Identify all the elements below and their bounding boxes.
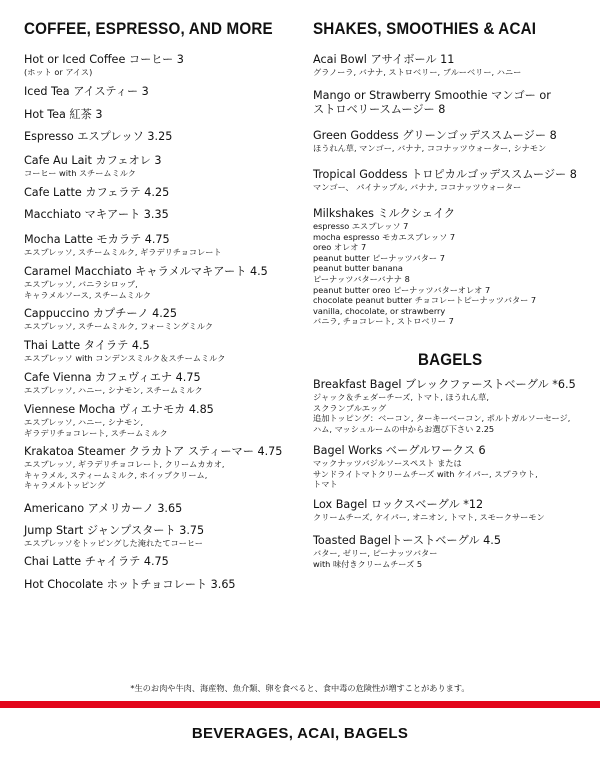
menu-item-description: ほうれん草, マンゴー, バナナ, ココナッツウォーター, シナモン — [313, 143, 547, 153]
menu-item-name: Mango or Strawberry Smoothie マンゴー or ストロベリースムージー 8 — [313, 89, 551, 116]
menu-item-description: エスプレッソ, ハニー, シナモン, ギラデリチョコレート, スチームミルク — [24, 417, 168, 438]
menu-item-name: Chai Latte チャイラテ 4.75 — [24, 555, 169, 568]
menu-item — [313, 129, 583, 154]
menu-item-name: Cappuccino カプチーノ 4.25 — [24, 307, 178, 320]
menu-item-description: マックナッツバジルソースペスト または サンドライトマトクリームチーズ with ケイパー, スプラウト, トマト — [313, 458, 538, 490]
menu-item-name: Cafe Latte カフェラテ 4.25 — [24, 186, 170, 199]
menu-item-name: Krakatoa Steamer クラカトア スティーマー 4.75 — [24, 445, 283, 458]
menu-item-description: ジャック＆チェダーチーズ, トマト, ほうれん草, スクランブルエッグ 追加トッピング：ベーコン, ターキーベーコン, ポルトガルソーセージ, ハム, マッシュルームの中からお選び下さい 2.25 — [313, 392, 571, 434]
section-title-coffee: COFFEE, ESPRESSO, AND MORE — [24, 20, 273, 38]
menu-item — [313, 168, 583, 193]
menu-item — [24, 524, 286, 549]
menu-item — [24, 307, 286, 332]
menu-item — [313, 53, 583, 78]
menu-item-description: エスプレッソ, ハニー, シナモン, スチームミルク — [24, 385, 203, 395]
menu-item — [313, 498, 583, 523]
menu-item-name: Hot Tea 紅茶 3 — [24, 108, 103, 121]
menu-item-name: Tropical Goddess トロピカルゴッデススムージー 8 — [313, 168, 577, 181]
menu-item-description: espresso エスプレッソ 7 mocha espresso モカエスプレッソ 7 oreo オレオ 7 peanut butter ピーナッツバター 7 peanut butter banana ピーナッツバターバナナ 8 peanut butter oreo ピーナッツバターオレオ 7 chocolate peanut butter チョコレートピーナッツバター 7 vanilla, chocolate, or strawberry バニラ, チョコレート, ストロベリー 7 — [313, 221, 537, 327]
menu-item-description: (ホット or アイス) — [24, 67, 93, 77]
menu-item-name: Bagel Works ベーグルワークス 6 — [313, 444, 486, 457]
menu-item-description: マンゴー、 パイナップル, バナナ, ココナッツウォーター — [313, 182, 522, 192]
menu-item-name: Caramel Macchiato キャラメルマキアート 4.5 — [24, 265, 268, 278]
menu-item — [24, 208, 286, 222]
menu-item-name: Macchiato マキアート 3.35 — [24, 208, 169, 221]
menu-item — [24, 265, 286, 300]
menu-item — [24, 445, 286, 491]
menu-item-name: Toasted Bagelトーストベーグル 4.5 — [313, 534, 501, 547]
menu-item-description: バター, ゼリー, ピーナッツバター with 味付きクリームチーズ 5 — [313, 548, 438, 569]
menu-item-name: Cafe Au Lait カフェオレ 3 — [24, 154, 162, 167]
menu-item-name: Green Goddess グリーンゴッデススムージー 8 — [313, 129, 557, 142]
red-divider-bar — [0, 701, 600, 708]
menu-item-description: エスプレッソをトッピングした淹れたてコーヒー — [24, 538, 203, 548]
menu-item-name: Americano アメリカーノ 3.65 — [24, 502, 183, 515]
menu-item-name: Jump Start ジャンプスタート 3.75 — [24, 524, 205, 537]
menu-item — [24, 154, 286, 179]
menu-item — [313, 89, 583, 117]
menu-item-description: エスプレッソ, バニラシロップ, キャラメルソース, スチームミルク — [24, 279, 152, 300]
menu-item — [24, 233, 286, 258]
menu-item-name: Acai Bowl アサイボール 11 — [313, 53, 455, 66]
menu-item-name: Hot or Iced Coffee コーヒー 3 — [24, 53, 184, 66]
menu-item — [24, 108, 286, 122]
menu-item-description: クリームチーズ, ケイパー, オニオン, トマト, スモークサーモン — [313, 512, 545, 522]
menu-item — [313, 534, 583, 569]
menu-item — [313, 378, 583, 434]
section-title-shakes: SHAKES, SMOOTHIES & ACAI — [313, 20, 537, 38]
menu-item — [24, 339, 286, 364]
menu-item-name: Mocha Latte モカラテ 4.75 — [24, 233, 170, 246]
food-safety-footnote: *生のお肉や牛肉、海産物、魚介類、卵を食べると、食中毒の危険性が増すことがあります。 — [130, 683, 470, 693]
menu-item — [24, 371, 286, 396]
menu-item-description: エスプレッソ, スチームミルク, フォーミングミルク — [24, 321, 214, 331]
menu-item-name: Milkshakes ミルクシェイク — [313, 207, 456, 220]
menu-item — [24, 53, 286, 78]
menu-item — [24, 555, 286, 569]
menu-item-name: Cafe Vienna カフェヴィエナ 4.75 — [24, 371, 201, 384]
menu-item — [24, 403, 286, 438]
menu-item-name: Iced Tea アイスティー 3 — [24, 85, 149, 98]
menu-item-name: Hot Chocolate ホットチョコレート 3.65 — [24, 578, 236, 591]
menu-item-description: グラノーラ, バナナ, ストロベリー, ブルーベリー, ハニー — [313, 67, 522, 77]
menu-item — [313, 444, 583, 490]
menu-item — [24, 186, 286, 200]
menu-item-name: Espresso エスプレッソ 3.25 — [24, 130, 173, 143]
menu-item — [24, 502, 286, 516]
menu-item-name: Breakfast Bagel ブレックファーストベーグル *6.5 — [313, 378, 576, 391]
menu-item — [313, 207, 583, 327]
menu-item-name: Viennese Mocha ヴィエナモカ 4.85 — [24, 403, 214, 416]
menu-item — [24, 85, 286, 99]
menu-item — [24, 578, 286, 592]
menu-item-description: エスプレッソ, スチームミルク, ギラデリチョコレート — [24, 247, 222, 257]
menu-item — [24, 130, 286, 144]
menu-item-name: Thai Latte タイラテ 4.5 — [24, 339, 150, 352]
footer-title: BEVERAGES, ACAI, BAGELS — [191, 725, 409, 742]
menu-item-description: エスプレッソ with コンデンスミルク＆スチームミルク — [24, 353, 226, 363]
menu-item-name: Lox Bagel ロックスベーグル *12 — [313, 498, 484, 511]
section-title-bagels: BAGELS — [418, 351, 483, 369]
menu-item-description: エスプレッソ, ギラデリチョコレート, クリームカカオ, キャラメル, スティームミルク, ホイップクリーム, キャラメルトッピング — [24, 459, 225, 491]
menu-item-description: コーヒー with スチームミルク — [24, 168, 136, 178]
